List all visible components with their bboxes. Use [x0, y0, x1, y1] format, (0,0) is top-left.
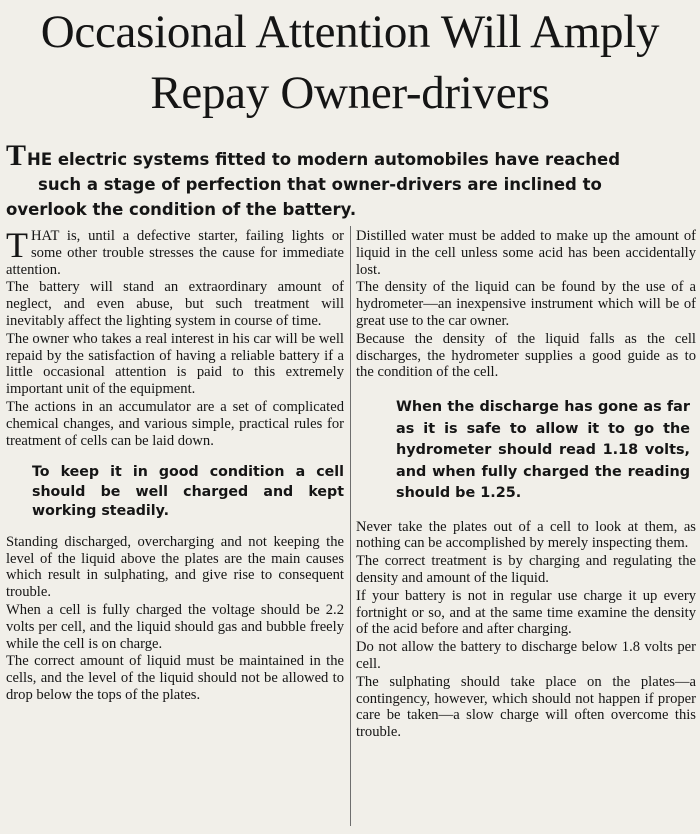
right-paragraph-4: Never take the plates out of a cell to look at them, as nothing can be accomplished by merely inspecting them. [356, 518, 696, 552]
deck-line-2: such a stage of perfection that owner-drivers are inclined to [38, 175, 602, 194]
left-paragraph-6: When a cell is fully charged the voltage should be 2.2 volts per cell, and the liquid should gas and bubble freely while the cell is on charge. [6, 602, 344, 652]
deck-summary [6, 139, 692, 222]
right-paragraph-5: The correct treatment is by charging and regulating the density and amount of the liquid. [356, 553, 696, 587]
deck-line-3: overlook the condition of the battery. [6, 200, 357, 219]
left-paragraph-1-text: HAT is, until a defective starter, failing lights or some other trouble stresses the cause for immediate attention. [6, 228, 344, 278]
left-column [6, 225, 344, 705]
right-paragraph-2: The density of the liquid can be found by the use of a hydrometer—an inexpensive instrument which will be of great use to the car owner. [356, 279, 696, 329]
right-pull-quote: When the discharge has gone as far as it is safe to allow it to go the hydrometer should read 1.18 volts, and when fully charged the reading should be 1.25. [396, 399, 690, 502]
deck-line-1: HE electric systems fitted to modern automobiles have reached [27, 150, 621, 169]
right-paragraph-8: The sulphating should take place on the plates—a contingency, however, which should not happen if proper care be taken—a slow charge will often overcome this trouble. [356, 673, 696, 741]
left-paragraph-4: The actions in an accumulator are a set of complicated chemical changes, and various simple, practical rules for treatment of cells can be laid down. [6, 398, 344, 449]
left-paragraph-1 [6, 225, 344, 278]
right-column [356, 228, 696, 742]
deck-dropcap: T [6, 139, 27, 172]
right-paragraph-7: Do not allow the battery to discharge below 1.8 volts per cell. [356, 639, 696, 673]
left-dropcap: T [6, 225, 28, 265]
left-paragraph-2: The battery will stand an extraordinary amount of neglect, and even abuse, but such treatment will inevitably affect the lighting system in course of time. [6, 279, 344, 329]
left-pull-quote: To keep it in good condition a cell should be well charged and kept working steadily. [32, 464, 344, 520]
column-divider [350, 226, 351, 826]
headline [0, 2, 700, 124]
left-paragraph-5: Standing discharged, overcharging and not keeping the level of the liquid above the plates are the main causes which result in sulphating, and give rise to consequent trouble. [6, 533, 344, 601]
right-paragraph-1: Distilled water must be added to make up the amount of liquid in the cell unless some acid has been accidentally lost. [356, 228, 696, 278]
right-paragraph-6: If your battery is not in regular use charge it up every fortnight or so, and at the same time examine the density of the acid before and after charging. [356, 587, 696, 638]
headline-line-2: Repay Owner-drivers [150, 67, 550, 119]
left-paragraph-3: The owner who takes a real interest in his car will be well repaid by the satisfaction of having a reliable battery if a little occasional attention is paid to this extremely important unit of the equipment. [6, 330, 344, 398]
right-paragraph-3: Because the density of the liquid falls as the cell discharges, the hydrometer supplies a good guide as to the condition of the cell. [356, 330, 696, 381]
left-paragraph-7: The correct amount of liquid must be maintained in the cells, and the level of the liquid should not be allowed to drop below the tops of the plates. [6, 653, 344, 704]
headline-line-1: Occasional Attention Will Amply [40, 6, 660, 58]
